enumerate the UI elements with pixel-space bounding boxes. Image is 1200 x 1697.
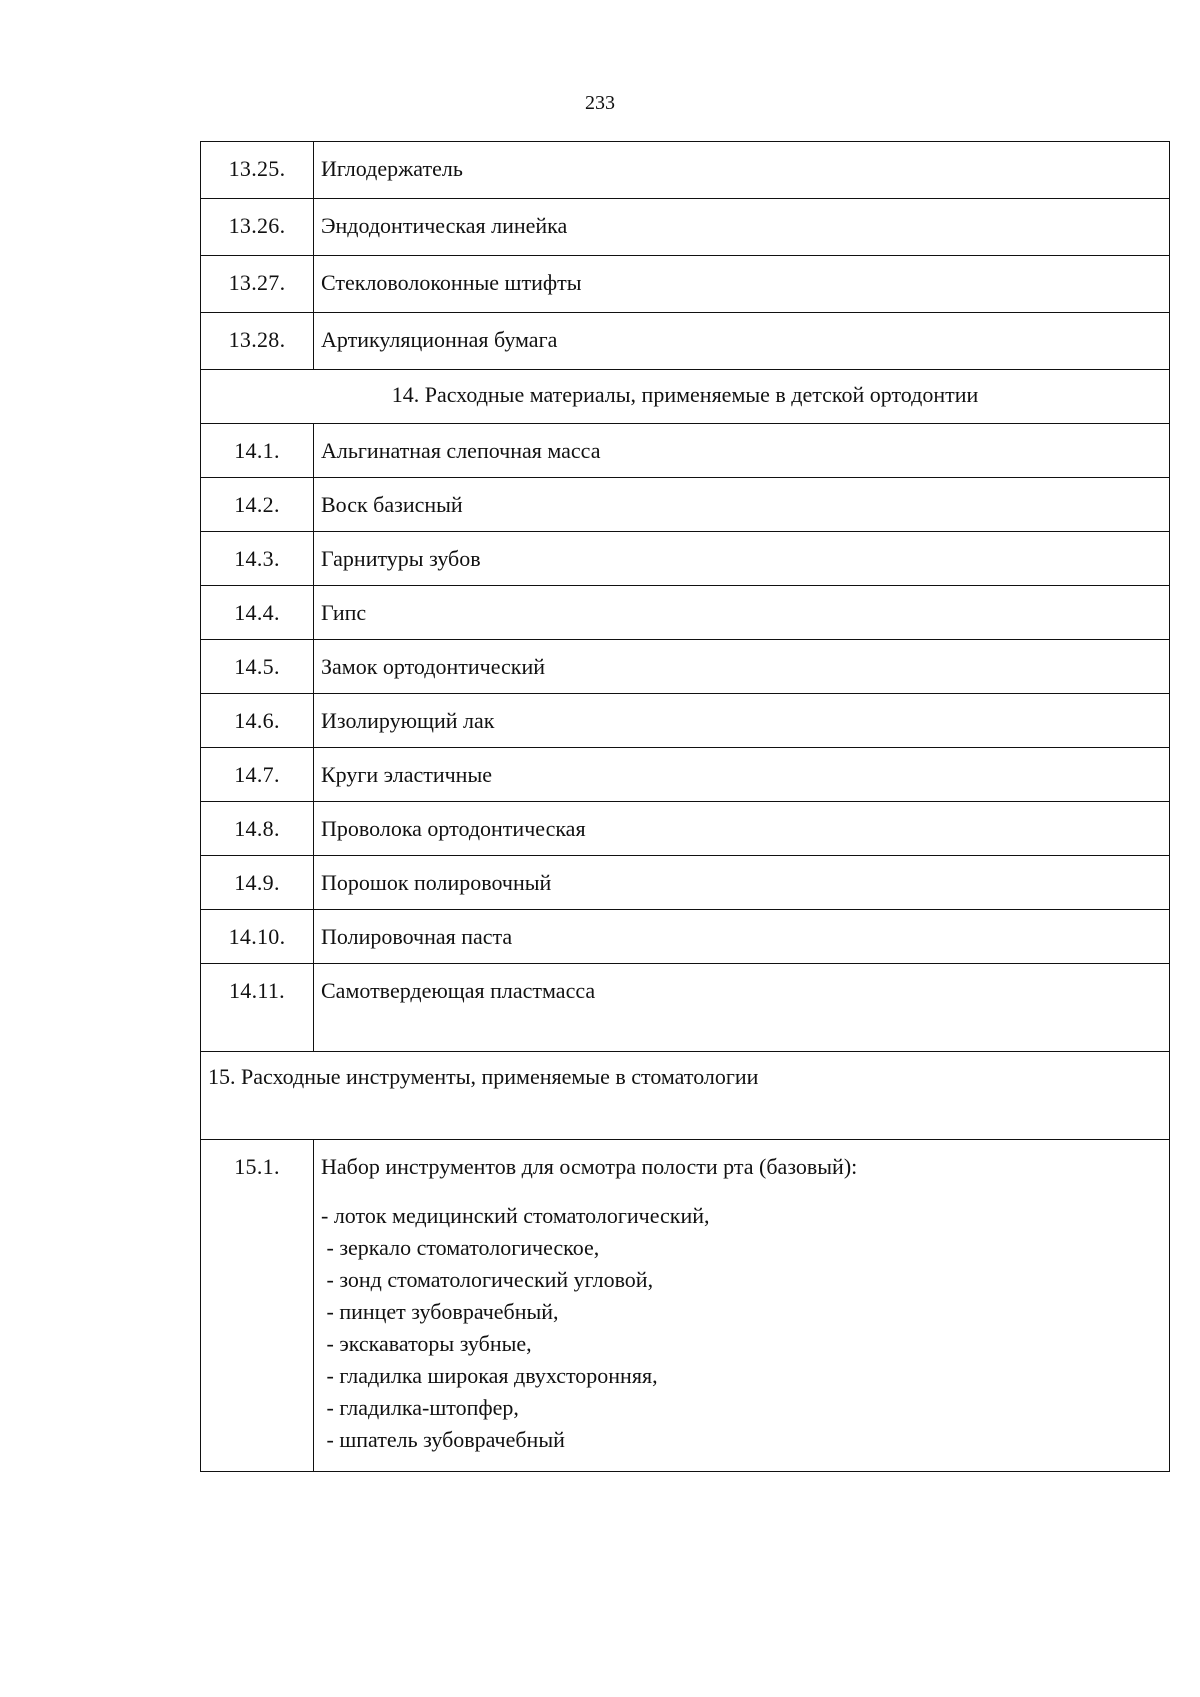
- section-15-title: 15. Расходные инструменты, применяемые в стоматологии: [201, 1052, 1170, 1140]
- table-row: [201, 478, 1170, 532]
- list-item: - лоток медицинский стоматологический,: [321, 1203, 710, 1228]
- section-14-title: 14. Расходные материалы, применяемые в детской ортодонтии: [201, 370, 1170, 424]
- row-number: 14.5.: [201, 640, 314, 694]
- page-number: 233: [585, 92, 615, 114]
- row-text: Порошок полировочный: [314, 856, 1170, 910]
- row-text: Воск базисный: [314, 478, 1170, 532]
- row-number: 14.6.: [201, 694, 314, 748]
- table-row: [201, 964, 1170, 1052]
- row-text: Альгинатная слепочная масса: [314, 424, 1170, 478]
- row-number: 14.2.: [201, 478, 314, 532]
- instrument-list: [321, 1200, 1169, 1456]
- table-row: [201, 256, 1170, 313]
- table-row: [201, 802, 1170, 856]
- list-item: - зонд стоматологический угловой,: [321, 1267, 654, 1292]
- row-text: Круги эластичные: [314, 748, 1170, 802]
- row-number: 14.10.: [201, 910, 314, 964]
- table-row: [201, 142, 1170, 199]
- row-number: 13.28.: [201, 313, 314, 370]
- row-text: Артикуляционная бумага: [314, 313, 1170, 370]
- row-text: Замок ортодонтический: [314, 640, 1170, 694]
- section-header-row: [201, 370, 1170, 424]
- list-item: - гладилка широкая двухсторонняя,: [321, 1363, 658, 1388]
- instrument-set-title: Набор инструментов для осмотра полости рта (базовый):: [321, 1154, 858, 1179]
- table-row: [201, 313, 1170, 370]
- row-text: Проволока ортодонтическая: [314, 802, 1170, 856]
- row-number: 14.8.: [201, 802, 314, 856]
- table-row: [201, 1140, 1170, 1472]
- row-number: 14.3.: [201, 532, 314, 586]
- table-row: [201, 856, 1170, 910]
- table-row: [201, 424, 1170, 478]
- row-number: 15.1.: [201, 1140, 314, 1472]
- row-text: Гипс: [314, 586, 1170, 640]
- table-row: [201, 910, 1170, 964]
- row-text: Самотвердеющая пластмасса: [314, 964, 1170, 1052]
- table-row: [201, 748, 1170, 802]
- row-number: 13.27.: [201, 256, 314, 313]
- row-text: Иглодержатель: [314, 142, 1170, 199]
- list-item: - пинцет зубоврачебный,: [321, 1299, 559, 1324]
- table-row: [201, 199, 1170, 256]
- row-number: 14.1.: [201, 424, 314, 478]
- section-header-row: [201, 1052, 1170, 1140]
- list-item: - шпатель зубоврачебный: [321, 1427, 565, 1452]
- row-text: Изолирующий лак: [314, 694, 1170, 748]
- row-text: Стекловолоконные штифты: [314, 256, 1170, 313]
- row-text: Полировочная паста: [314, 910, 1170, 964]
- equipment-table: [200, 141, 1170, 1472]
- row-number: 14.11.: [201, 964, 314, 1052]
- row-text: Гарнитуры зубов: [314, 532, 1170, 586]
- row-number: 14.4.: [201, 586, 314, 640]
- table-row: [201, 640, 1170, 694]
- table-row: [201, 694, 1170, 748]
- list-item: - гладилка-штопфер,: [321, 1395, 519, 1420]
- table-row: [201, 586, 1170, 640]
- row-text: Эндодонтическая линейка: [314, 199, 1170, 256]
- list-item: - экскаваторы зубные,: [321, 1331, 532, 1356]
- row-text: [314, 1140, 1170, 1472]
- row-number: 13.26.: [201, 199, 314, 256]
- row-number: 14.7.: [201, 748, 314, 802]
- row-number: 13.25.: [201, 142, 314, 199]
- table-row: [201, 532, 1170, 586]
- row-number: 14.9.: [201, 856, 314, 910]
- list-item: - зеркало стоматологическое,: [321, 1235, 600, 1260]
